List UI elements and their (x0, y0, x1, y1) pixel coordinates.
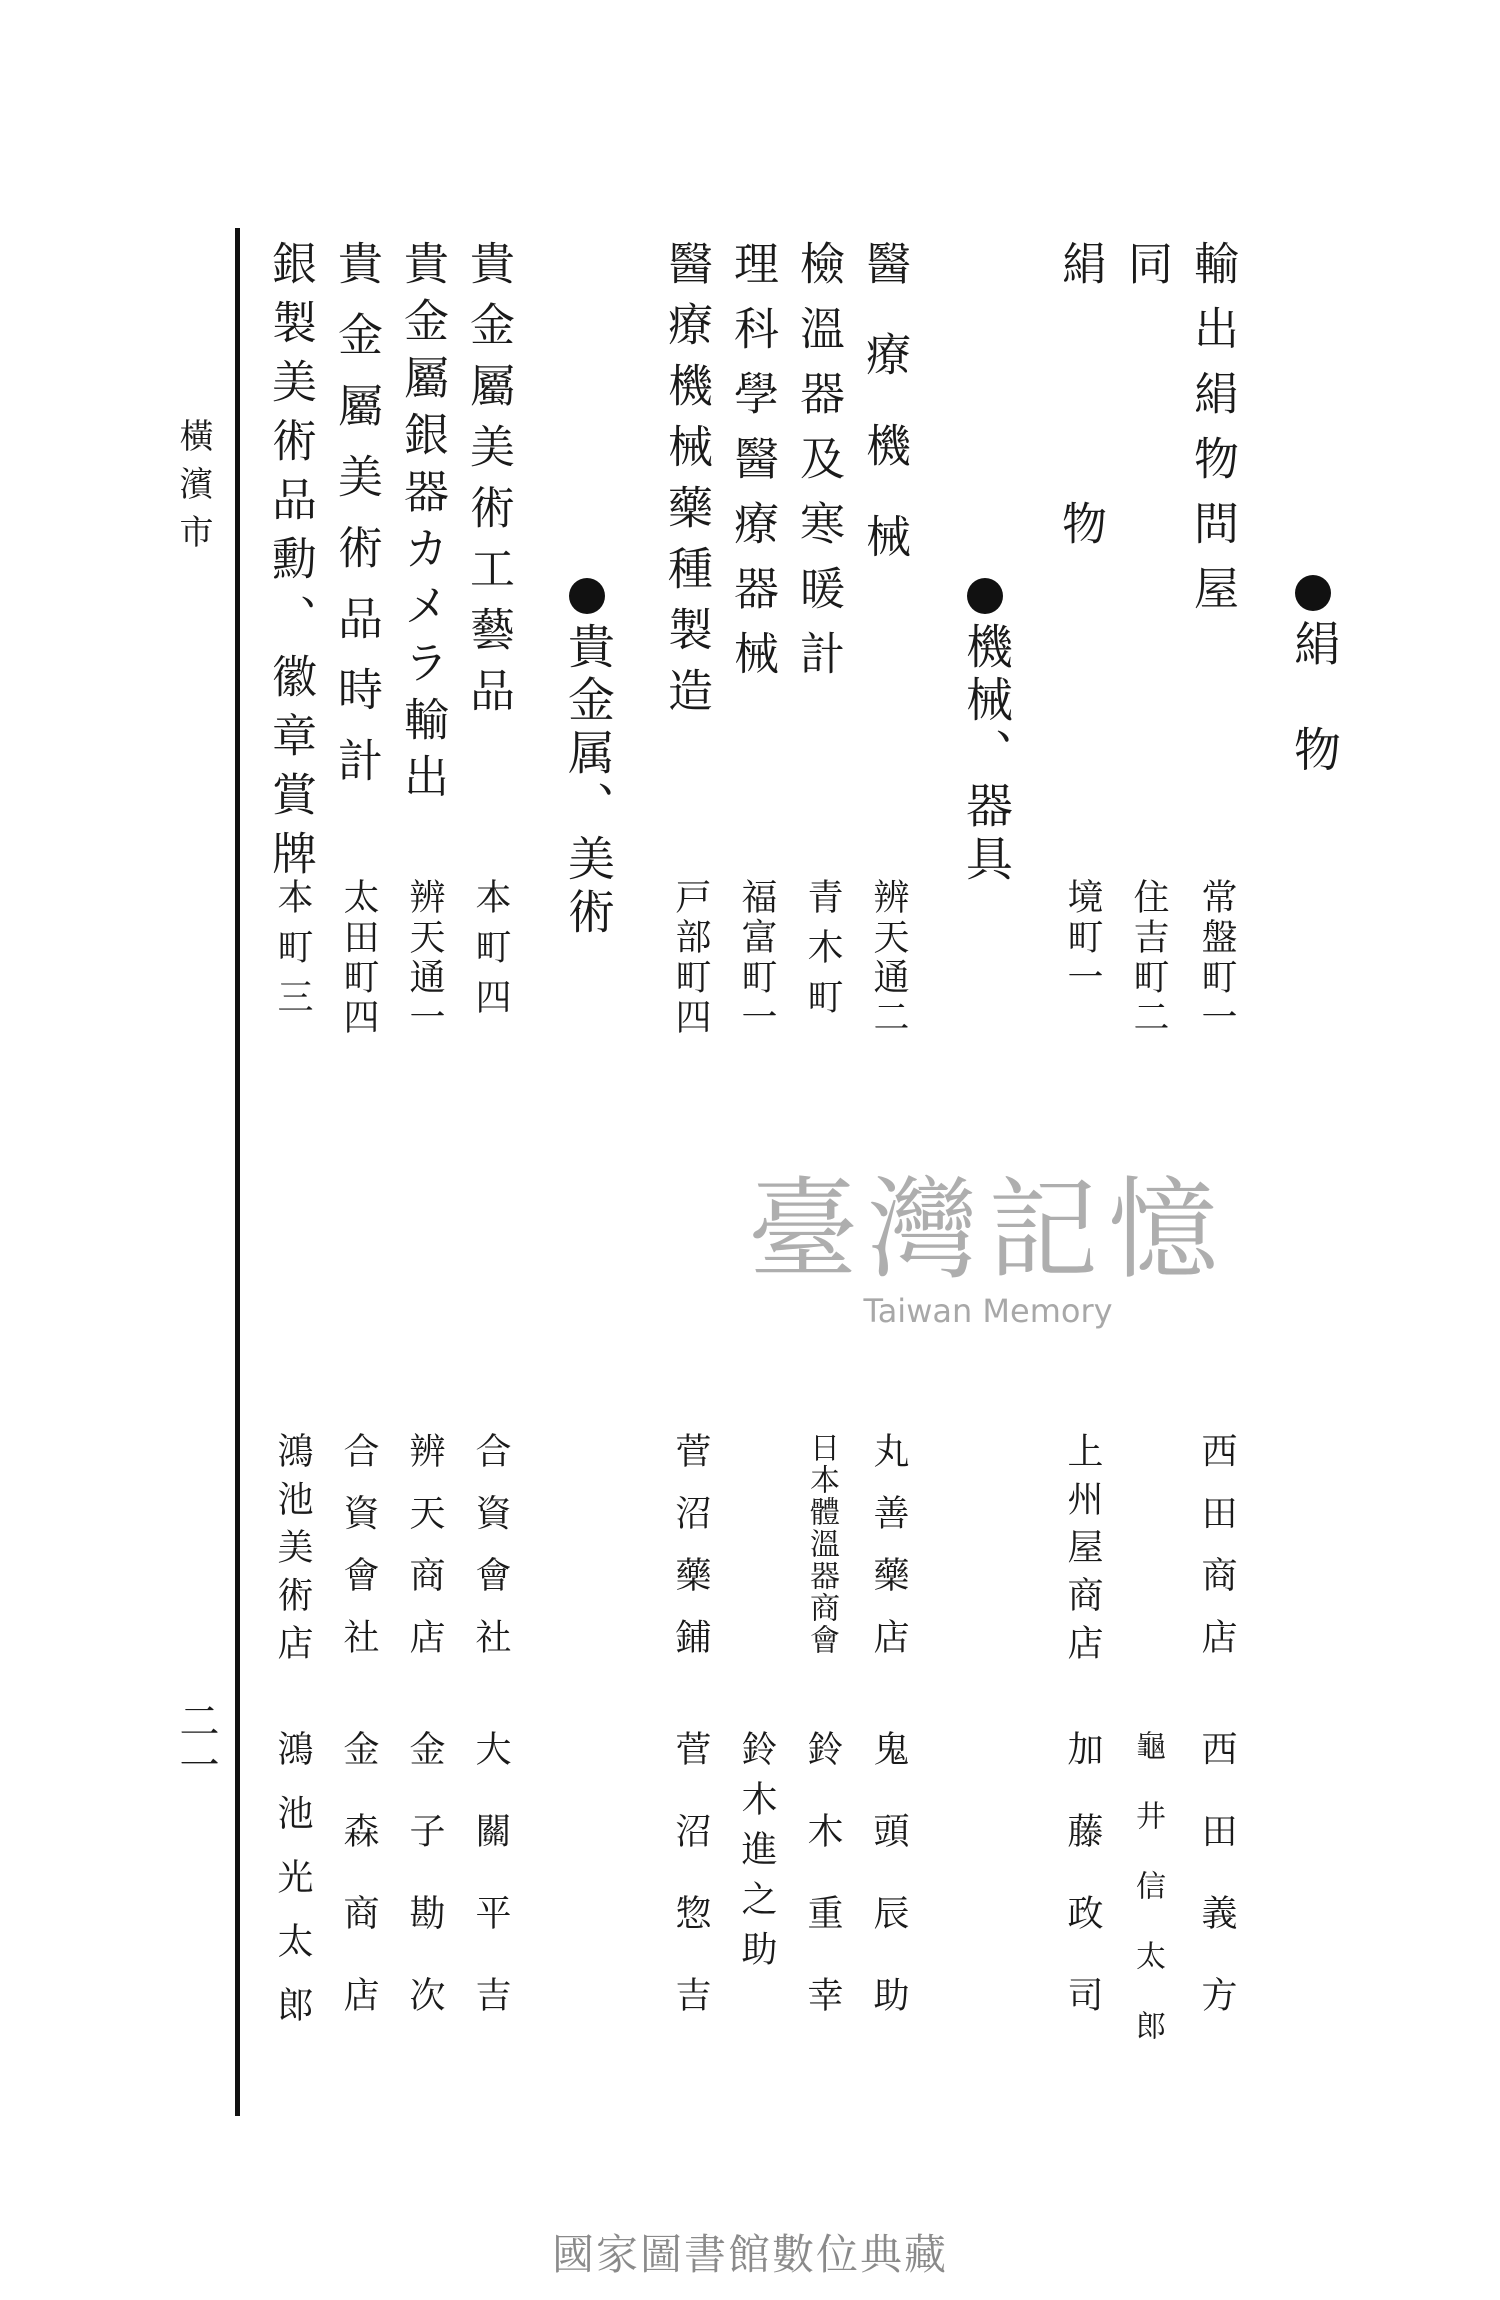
entry-shop: 鴻池美術店 (272, 1432, 313, 1672)
running-title: 橫濱市 (173, 418, 213, 562)
section-header-text: 機械、器具 (958, 622, 1013, 887)
entry-person: 龜井信太郎 (1130, 1730, 1165, 2080)
bullet-dot-icon (1295, 575, 1331, 611)
entry-shop: 日本體溫器商會 (804, 1432, 839, 1656)
entry-shop: 西田商店 (1196, 1432, 1237, 1680)
entry-address: 辨天通一 (404, 878, 445, 1038)
margin-rule (235, 228, 240, 2116)
entry-item: 同 (1120, 240, 1173, 305)
entry-item: 醫療機械藥種製造 (660, 240, 713, 728)
entry-address: 本町三 (272, 878, 313, 1028)
section-header-text: 貴金属、美術 (560, 622, 615, 940)
entry-shop: 菅沼藥鋪 (670, 1432, 711, 1680)
section-header-text: 絹 物 (1286, 619, 1341, 778)
entry-item: 銀製美術品勳、徽章賞牌 (264, 240, 317, 889)
entry-person: 鴻池光太郎 (272, 1730, 313, 2050)
entry-person: 加藤政司 (1062, 1730, 1103, 2058)
entry-shop: 辨天商店 (404, 1432, 445, 1680)
watermark-subtitle: Taiwan Memory (863, 1292, 1113, 1330)
entry-item: 醫療機械 (858, 240, 911, 604)
entry-address: 青木町 (802, 878, 843, 1028)
entry-item: 貴金屬美術品時計 (330, 240, 383, 808)
entry-item: 貴金屬銀器カメラ輸出 (396, 240, 449, 810)
library-footer: 國家圖書館數位典藏 (551, 2230, 948, 2279)
section-header-silk (1286, 575, 1341, 778)
entry-item: 輸出絹物問屋 (1186, 240, 1239, 630)
entry-address: 太田町四 (338, 878, 379, 1038)
entry-person: 鬼頭辰助 (868, 1730, 909, 2058)
entry-address: 住吉町二 (1128, 878, 1169, 1038)
bullet-dot-icon (569, 578, 605, 614)
entry-address: 常盤町一 (1196, 878, 1237, 1038)
watermark-title: 臺灣記憶 (748, 1166, 1228, 1294)
entry-address: 境町一 (1062, 878, 1103, 998)
entry-person: 鈴木重幸 (802, 1730, 843, 2058)
entry-item: 理科學醫療器械 (726, 240, 779, 695)
section-header-machine (958, 578, 1013, 887)
entry-person: 大關平吉 (470, 1730, 511, 2058)
entry-person: 菅沼惣吉 (670, 1730, 711, 2058)
entry-shop: 丸善藥店 (868, 1432, 909, 1680)
entry-address: 本町四 (470, 878, 511, 1028)
entry-shop: 上州屋商店 (1062, 1432, 1103, 1672)
bullet-dot-icon (967, 578, 1003, 614)
entry-person: 金森商店 (338, 1730, 379, 2058)
entry-item: 絹 物 (1054, 240, 1107, 565)
entry-item: 貴金屬美術工藝品 (462, 240, 515, 728)
watermark (748, 1142, 1228, 1330)
entry-address: 辨天通二 (868, 878, 909, 1038)
entry-shop: 合資會社 (470, 1432, 511, 1680)
entry-person: 西田義方 (1196, 1730, 1237, 2058)
entry-item: 檢溫器及寒暖計 (792, 240, 845, 695)
page-number: 二一 (173, 1700, 219, 1788)
entry-shop: 合資會社 (338, 1432, 379, 1680)
entry-person: 金子勘次 (404, 1730, 445, 2058)
entry-address: 戸部町四 (670, 878, 711, 1038)
section-header-metal (560, 578, 615, 940)
entry-address: 福富町一 (736, 878, 777, 1038)
entry-person: 鈴木進之助 (736, 1730, 777, 1980)
